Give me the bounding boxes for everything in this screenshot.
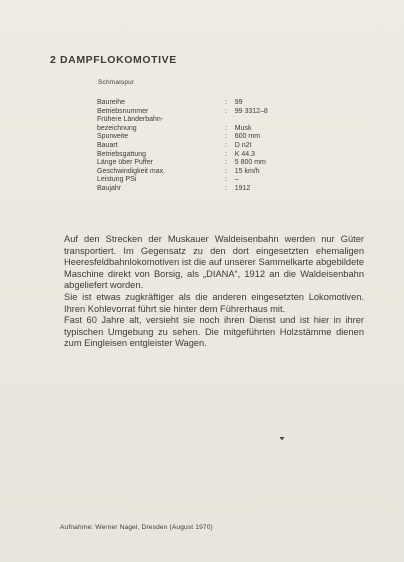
paragraph: Fast 60 Jahre alt, versieht sie noch ihren Dienst und ist hier in ihrer typischen Umgebung zu sehen. Die mitgeführten Holzstämme dienen zum Eingleisen entgleister Wagen. (64, 315, 364, 349)
spec-row (97, 151, 297, 160)
spec-label: Betriebsnummer (97, 107, 149, 115)
spec-value: : 1912 (225, 184, 251, 192)
photo-credit: Aufnahme: Werner Nagel, Dresden (August 1970) (60, 524, 213, 531)
spec-value: : Musk (225, 124, 252, 132)
spec-table (97, 99, 297, 194)
spec-row (97, 99, 297, 108)
spec-label: Betriebsgattung (97, 150, 147, 158)
spec-value: : 99 (225, 99, 243, 106)
paragraph: Auf den Strecken der Muskauer Waldeisenbahn werden nur Güter transportiert. Im Gegensatz zu den dort eingesetzten ehemaligen Heeresfeldbahnlokomotiven ist die auf unserer Sammelkarte abgebildete Maschine direkt von Borsig, als „DIANA“, 1912 an die Waldeisenbahn abgeliefert worden. (64, 234, 364, 291)
spec-row (97, 142, 297, 151)
spec-row (97, 185, 297, 194)
spec-value: : 99 3312–8 (225, 107, 268, 115)
spec-label: Baujahr (97, 184, 122, 192)
spec-row (97, 116, 297, 133)
spec-row (97, 176, 297, 185)
spec-label: Bauart (97, 141, 118, 149)
spec-label: Baureihe (97, 99, 126, 106)
spec-label: Geschwindigkeit max. (97, 167, 166, 175)
ink-mark-icon (279, 436, 285, 441)
spec-label: Frühere Länderbahn- bezeichnung (97, 116, 164, 132)
spec-value: : 600 mm (225, 133, 261, 141)
spec-value: : – (225, 176, 239, 184)
spec-label: Leistung PSi (97, 176, 137, 184)
spec-value: : 15 km/h (225, 167, 260, 175)
spec-row (97, 168, 297, 177)
card-title: 2 DAMPFLOKOMOTIVE (50, 54, 177, 66)
spec-value: : K 44.3 (225, 150, 255, 158)
card-subtitle: Schmalspur (98, 79, 135, 86)
spec-value: : D n2t (225, 141, 252, 149)
description-text (64, 234, 364, 350)
spec-row (97, 133, 297, 142)
paragraph: Sie ist etwas zugkräftiger als die anderen eingesetzten Lokomotiven. Ihren Kohlevorrat führt sie hinter dem Führerhaus mit. (64, 291, 364, 314)
spec-row (97, 108, 297, 117)
spec-label: Länge über Puffer (97, 159, 153, 167)
spec-value: : 5 800 mm (225, 159, 266, 167)
spec-row (97, 159, 297, 168)
spec-label: Spurweite (97, 133, 129, 141)
